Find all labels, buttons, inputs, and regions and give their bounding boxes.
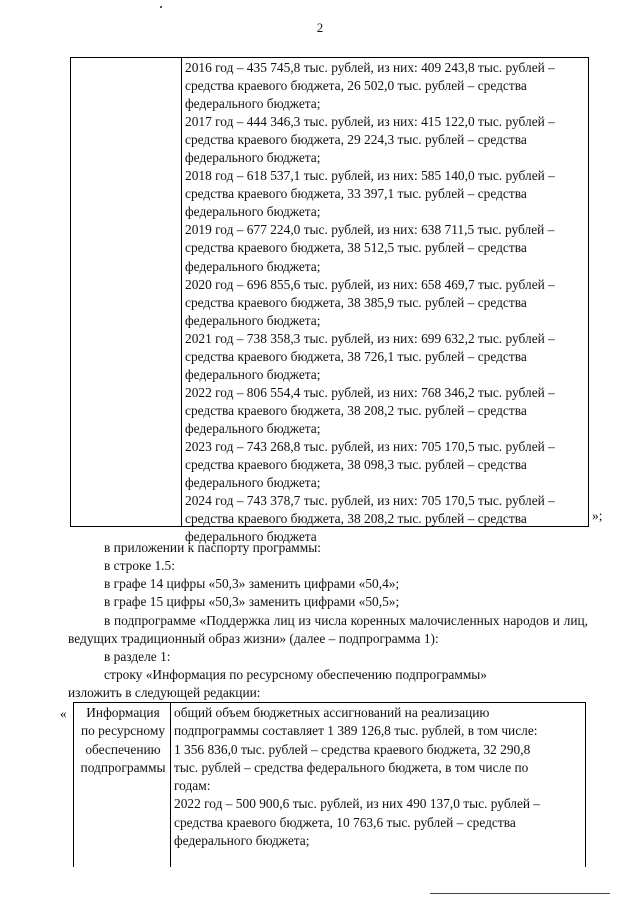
table-opening-quote: « bbox=[60, 706, 67, 721]
table-line: 2019 год – 677 224,0 тыс. рублей, из них: 638 711,5 тыс. рублей – bbox=[185, 222, 555, 238]
table-column-divider bbox=[170, 703, 171, 867]
table-line: 2022 год – 500 900,6 тыс. рублей, из них 490 137,0 тыс. рублей – bbox=[174, 796, 541, 812]
table-line: средства краевого бюджета, 38 726,1 тыс. рублей – средства bbox=[185, 348, 527, 364]
table-line: средства краевого бюджета, 29 224,3 тыс. рублей – средства bbox=[185, 132, 527, 148]
table-line: средства краевого бюджета, 10 763,6 тыс. рублей – средства bbox=[174, 814, 516, 830]
table-line: средства краевого бюджета, 26 502,0 тыс. рублей – средства bbox=[185, 78, 527, 94]
funding-table-content bbox=[185, 59, 585, 546]
table-line: федерального бюджета; bbox=[185, 420, 321, 436]
table-line: годам: bbox=[174, 778, 211, 794]
table-label-line: по ресурсному bbox=[80, 723, 166, 739]
table-column-divider bbox=[181, 58, 182, 526]
scan-edge-line bbox=[430, 893, 610, 894]
table-line: федерального бюджета; bbox=[185, 258, 321, 274]
table-line: средства краевого бюджета, 38 208,2 тыс. рублей – средства bbox=[185, 402, 527, 418]
funding-table bbox=[70, 57, 589, 545]
table-line: федерального бюджета; bbox=[185, 312, 321, 328]
table-closing-quote: »; bbox=[592, 508, 603, 523]
table-line: средства краевого бюджета, 38 385,9 тыс. рублей – средства bbox=[185, 294, 527, 310]
table-line: подпрограммы составляет 1 389 126,8 тыс. рублей, в том числе: bbox=[174, 723, 538, 739]
resource-table-content bbox=[174, 704, 584, 850]
table-line: тыс. рублей – средства федерального бюджета, в том числе по bbox=[174, 759, 529, 775]
table-line: федерального бюджета; bbox=[185, 366, 321, 382]
table-line: 2020 год – 696 855,6 тыс. рублей, из них: 658 469,7 тыс. рублей – bbox=[185, 276, 555, 292]
paragraph-subprogram: в подпрограмме «Поддержка лиц из числа коренных малочисленных народов и лиц, ведущих традиционный образ жизни» (далее – подпрограмма 1): bbox=[68, 613, 588, 647]
table-label-line: подпрограммы bbox=[80, 759, 166, 775]
table-line: федерального бюджета; bbox=[185, 204, 321, 220]
table-line: 2018 год – 618 537,1 тыс. рублей, из них: 585 140,0 тыс. рублей – bbox=[185, 168, 555, 184]
table-line: 2017 год – 444 346,3 тыс. рублей, из них: 415 122,0 тыс. рублей – bbox=[185, 114, 555, 130]
table-line: средства краевого бюджета, 33 397,1 тыс. рублей – средства bbox=[185, 186, 527, 202]
table-label-line: Информация bbox=[86, 705, 160, 720]
table-line: федерального бюджета; bbox=[174, 833, 310, 849]
table-line: средства краевого бюджета, 38 098,3 тыс. рублей – средства bbox=[185, 457, 527, 473]
table-line: средства краевого бюджета, 38 512,5 тыс. рублей – средства bbox=[185, 240, 527, 256]
resource-table bbox=[73, 702, 586, 867]
table-line: 2021 год – 738 358,3 тыс. рублей, из них: 699 632,2 тыс. рублей – bbox=[185, 330, 555, 346]
table-line: федерального бюджета; bbox=[185, 475, 321, 491]
table-label-line: обеспечению bbox=[85, 741, 161, 757]
table-line: федерального бюджета bbox=[185, 529, 317, 545]
table-line: федерального бюджета; bbox=[185, 96, 321, 112]
table-line: 2022 год – 806 554,4 тыс. рублей, из них: 768 346,2 тыс. рублей – bbox=[185, 384, 555, 400]
table-line: 2023 год – 743 268,8 тыс. рублей, из них: 705 170,5 тыс. рублей – bbox=[185, 438, 555, 454]
scan-speck bbox=[160, 6, 162, 8]
resource-table-label bbox=[77, 704, 169, 777]
table-line: общий объем бюджетных ассигнований на реализацию bbox=[174, 705, 490, 720]
table-line: 2016 год – 435 745,8 тыс. рублей, из них: 409 243,8 тыс. рублей – bbox=[185, 60, 555, 75]
page-number: 2 bbox=[316, 20, 324, 35]
table-line: 1 356 836,0 тыс. рублей – средства краевого бюджета, 32 290,8 bbox=[174, 741, 531, 757]
table-line: 2024 год – 743 378,7 тыс. рублей, из них: 705 170,5 тыс. рублей – bbox=[185, 493, 555, 509]
table-line: средства краевого бюджета, 38 208,2 тыс. рублей – средства bbox=[185, 511, 527, 527]
table-line: федерального бюджета; bbox=[185, 150, 321, 166]
